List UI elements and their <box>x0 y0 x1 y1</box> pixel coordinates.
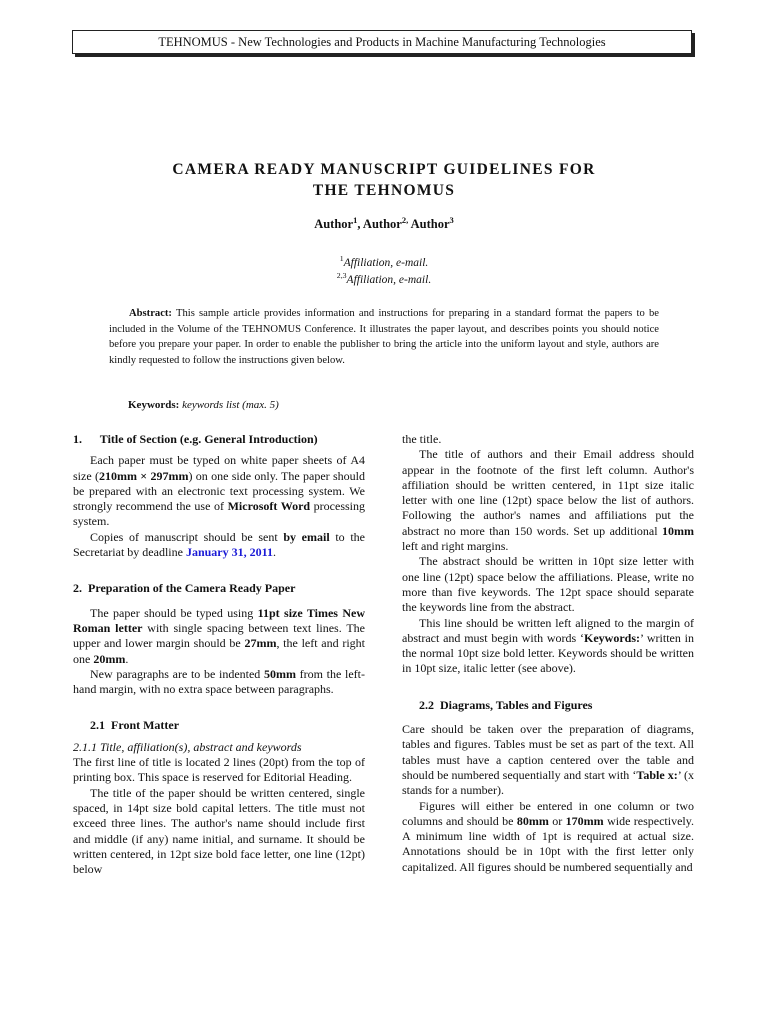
affiliation-1-sup: 1 <box>339 254 344 264</box>
abstract-label: Abstract: <box>129 308 172 319</box>
bold-run: Table x: <box>636 767 678 782</box>
bold-run: 10mm <box>662 523 694 538</box>
text-run: to the Secretariat by deadline <box>73 529 366 560</box>
author-1-sup: 1 <box>353 214 358 225</box>
section-2-1-1-heading: 2.1.1 Title, affiliation(s), abstract and keywords <box>73 739 302 754</box>
abstract-text: This sample article provides information and instructions for preparing in a standard format the papers to be included in the Volume of the TEHNOMUS Conference. It illustrates the paper layout, and describes points you should notice before you prepare your paper. In order to enable the publisher to bring the article into the uniform layout and style, authors are kindly requested to follow the instructions given below. <box>109 308 659 366</box>
text-run: with single spacing between text lines. The upper and lower margin should be <box>73 620 365 651</box>
bold-run: 80mm <box>516 813 549 828</box>
bold-run: Microsoft Word <box>227 499 311 514</box>
author-3-sup: 3 <box>449 214 454 225</box>
bold-run: 27mm <box>244 636 277 651</box>
text-run: The title of authors and their Email address should appear in the footnote of the first left column. Author's affiliation should be written centered, in 11pt size italic letter with one line (12pt) space below the list of authors. Following the author's names and affiliations put the abstract no more than 150 words. Set up additional <box>402 447 694 538</box>
bold-run: Keywords: <box>584 630 640 645</box>
text-run: ) on one side only. The paper should be prepared with an electronic text processing system. We strongly recommend the use of <box>73 468 365 514</box>
bold-run: 210mm × 297mm <box>98 468 189 483</box>
author-separator: , <box>357 217 363 231</box>
affiliation-1-text: Affiliation, e-mail. <box>343 257 429 269</box>
paragraph: The abstract should be written in 10pt size letter with one line (12pt) space below the affiliations. Please, write no more than five keywords. The 12pt space should separate the keywords line from the abstract. <box>402 554 694 615</box>
deadline-date: January 31, 2011 <box>185 545 273 560</box>
paragraph <box>402 799 694 875</box>
text-run: . <box>272 545 276 560</box>
paragraph: the title. <box>402 432 442 446</box>
text-run: This line should be written left aligned to the margin of abstract and must begin with words ‘ <box>402 615 694 645</box>
keywords-line <box>128 399 279 411</box>
title-line-2: THE TEHNOMUS <box>312 182 456 199</box>
bold-run: by email <box>283 529 330 544</box>
affiliation-list <box>100 255 668 289</box>
paragraph <box>402 722 694 798</box>
affiliation-2-text: Affiliation, e-mail. <box>346 274 432 286</box>
paragraph <box>73 667 365 698</box>
abstract <box>109 306 659 368</box>
text-run: . <box>125 651 129 666</box>
running-header-text: TEHNOMUS - New Technologies and Products in Machine Manufacturing Technologies <box>158 35 606 49</box>
bold-run: 50mm <box>263 666 296 681</box>
paragraph: The first line of title is located 2 lines (20pt) from the top of printing box. This space is reserved for Editorial Heading. <box>73 755 365 785</box>
text-run: wide respectively. A minimum line width of 1pt is required at actual size. Annotations should be in 10pt with the first letter only capitalized. All figures should be numbered sequentially and <box>402 813 694 874</box>
text-run: left and right margins. <box>402 539 509 554</box>
keywords-label: Keywords: <box>128 399 180 411</box>
text-run: ’ written in the normal 10pt size bold letter. Keywords should be written in 10pt size, italic letter (see above). <box>402 630 694 676</box>
keywords-value: keywords list (max. 5) <box>179 399 279 411</box>
title-line-1: CAMERA READY MANUSCRIPT GUIDELINES FOR <box>172 161 596 178</box>
text-run: Figures will either be entered in one column or two columns and should be <box>402 798 694 828</box>
text-run: The paper should be typed using <box>90 605 258 620</box>
paragraph: The title of the paper should be written centered, single spaced, in 14pt size bold capital letters. The title must not exceed three lines. The author's name should include first and middle (if any) name initial, and surname. It should be written centered, in 12pt size bold face letter, one line (12pt) below <box>73 785 365 877</box>
text-run: or <box>548 813 566 828</box>
text-run: , the left and right one <box>73 636 366 666</box>
author-2-sup: 2, <box>401 214 409 225</box>
affiliation-2 <box>100 272 668 289</box>
section-2-heading: 2. Preparation of the Camera Ready Paper <box>73 581 296 596</box>
bold-run: 170mm <box>565 813 604 828</box>
paragraph <box>73 453 365 529</box>
author-1: Author <box>314 217 354 231</box>
section-2-1-heading: 2.1 Front Matter <box>90 718 180 733</box>
paragraph <box>73 606 365 667</box>
affiliation-1 <box>100 255 668 272</box>
text-run: Copies of manuscript should be sent <box>90 529 284 544</box>
author-2: Author <box>362 217 402 231</box>
text-run: Care should be taken over the preparation of diagrams, tables and figures. Tables must be set as part of the text. All tables must have a caption centered over the table and should be numbered sequentially and start with ‘ <box>402 722 694 782</box>
affiliation-2-sup: 2,3 <box>336 271 347 281</box>
text-run: processing system. <box>73 499 365 529</box>
section-1-heading: 1. Title of Section (e.g. General Introduction) <box>73 432 318 446</box>
bold-run: 20mm <box>93 651 126 666</box>
section-2-2-heading: 2.2 Diagrams, Tables and Figures <box>419 697 593 712</box>
paper-title <box>90 159 678 201</box>
author-3: Author <box>410 217 450 231</box>
left-column <box>73 432 365 877</box>
right-column <box>402 432 694 875</box>
paragraph <box>402 447 694 554</box>
running-header <box>72 30 692 54</box>
text-run: New paragraphs are to be indented <box>90 666 264 681</box>
paragraph <box>402 616 694 677</box>
text-run: Each paper must be typed on white paper sheets of A4 size ( <box>73 453 365 483</box>
text-run: from the left-hand margin, with no extra space between paragraphs. <box>73 666 365 697</box>
paragraph <box>73 530 365 561</box>
author-list <box>100 214 668 232</box>
bold-run: 11pt size Times New Roman letter <box>73 605 366 635</box>
text-run: ’ (x stands for a number). <box>402 767 694 798</box>
